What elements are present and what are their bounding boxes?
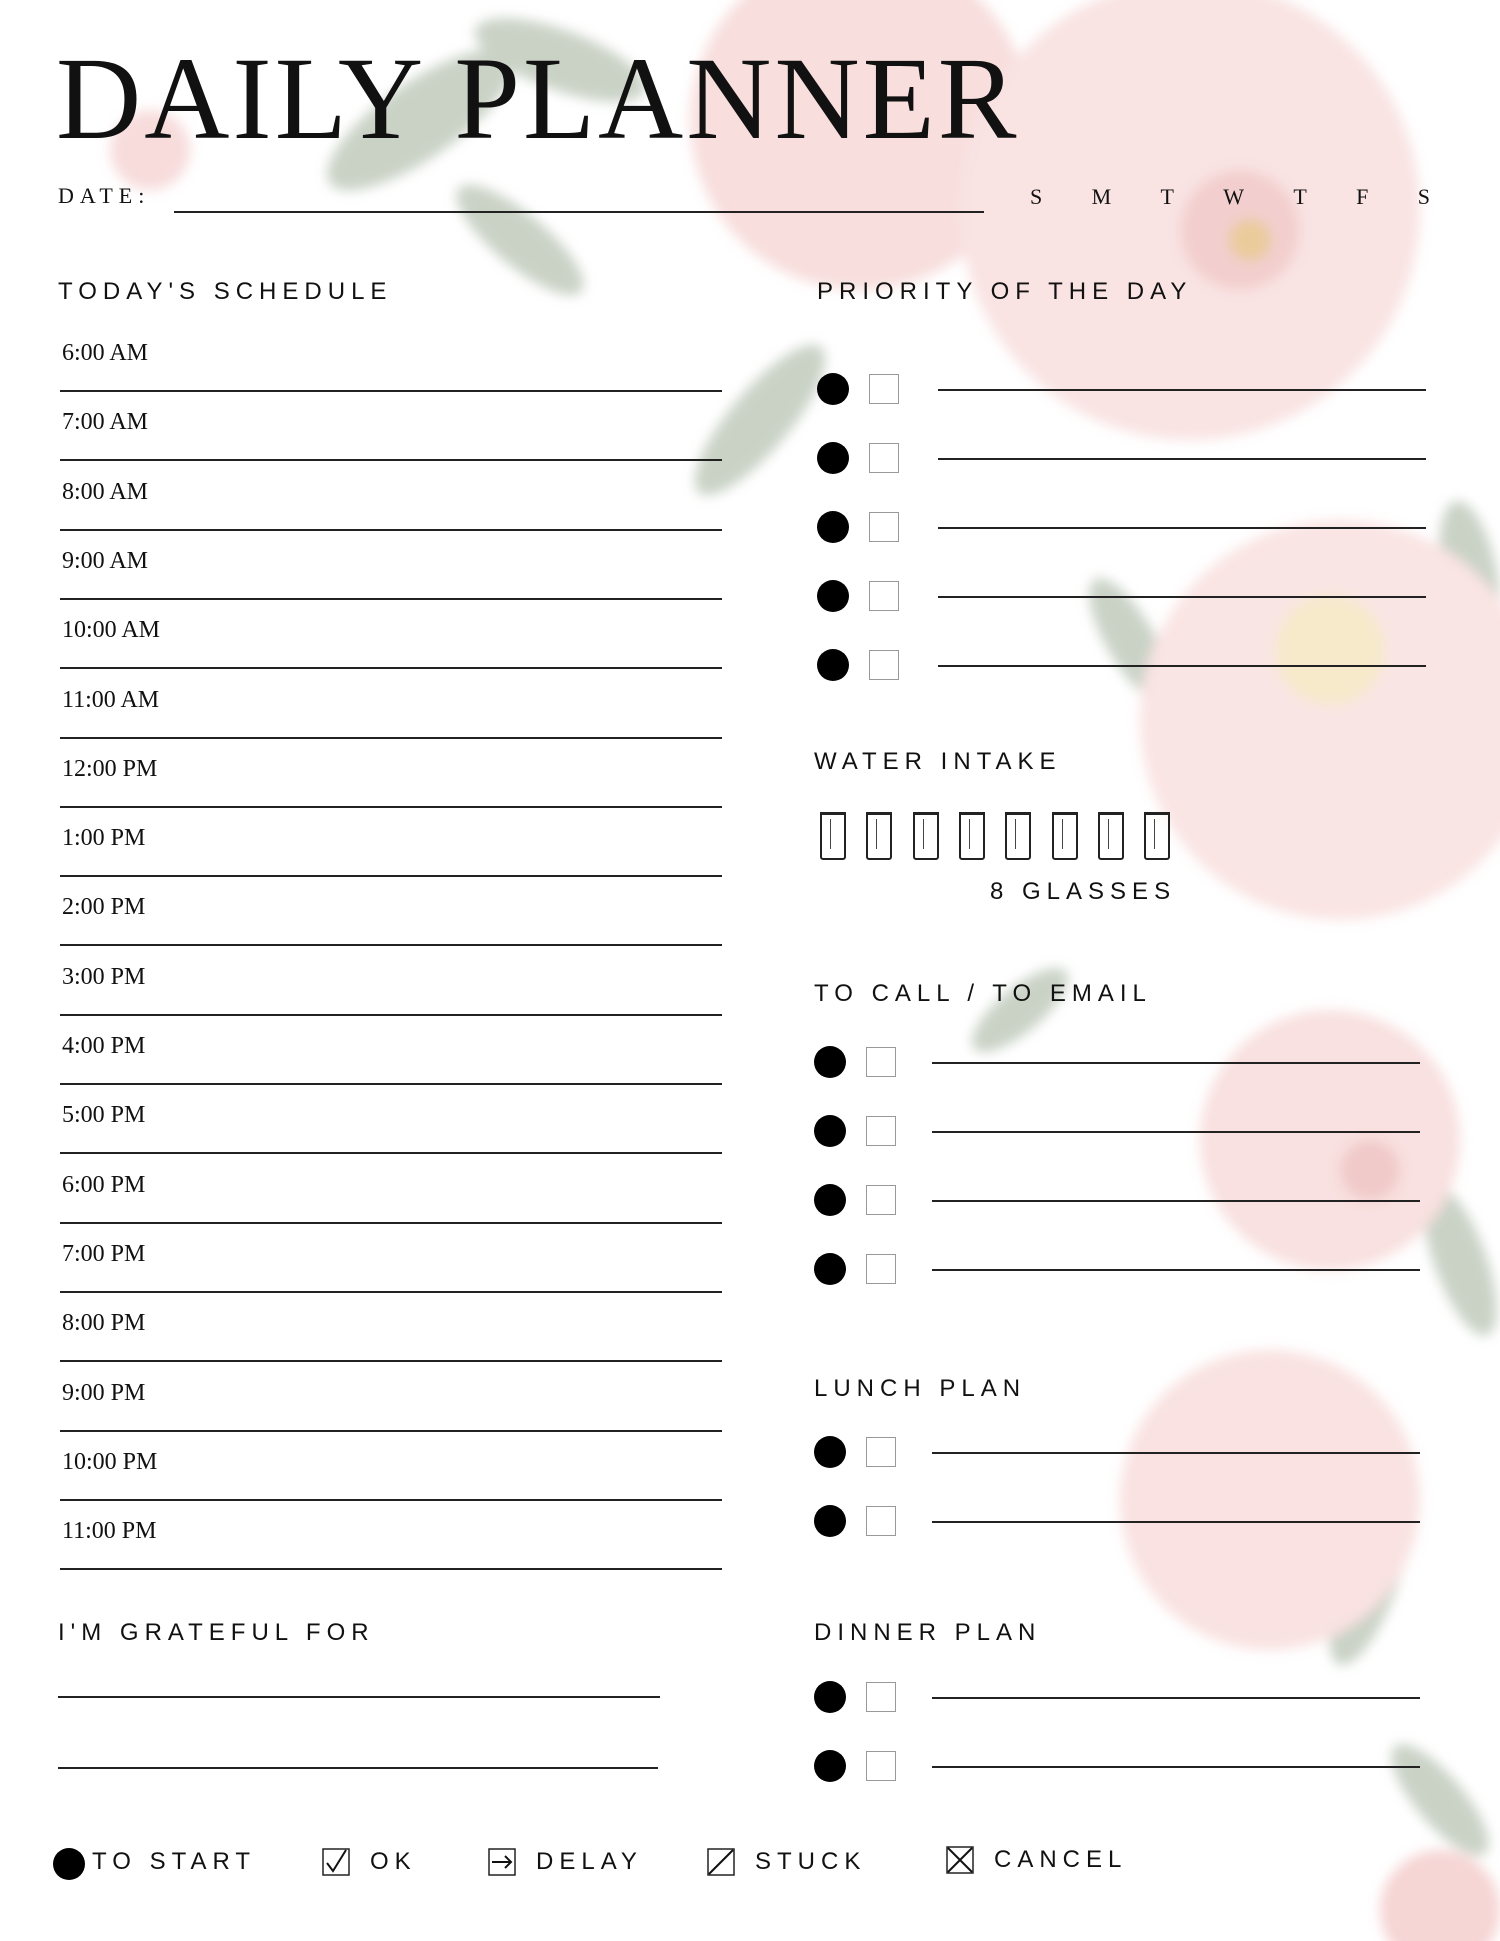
grateful-line[interactable] — [58, 1767, 658, 1769]
water-glass-icon[interactable] — [959, 812, 985, 860]
priority-entry-line[interactable] — [938, 458, 1426, 460]
lunch-bullet-dot-icon — [814, 1505, 846, 1537]
calls-entry-line[interactable] — [932, 1062, 1420, 1064]
schedule-entry-line[interactable] — [60, 1568, 722, 1570]
dinner-entry-line[interactable] — [932, 1766, 1420, 1768]
schedule-time-label: 9:00 AM — [62, 547, 149, 574]
priority-entry-line[interactable] — [938, 389, 1426, 391]
schedule-heading: TODAY'S SCHEDULE — [58, 278, 393, 305]
priority-bullet-dot-icon — [817, 649, 849, 681]
schedule-time-label: 3:00 PM — [62, 963, 146, 990]
schedule-time-label: 9:00 PM — [62, 1379, 146, 1406]
schedule-time-label: 4:00 PM — [62, 1033, 146, 1059]
schedule-time-label: 8:00 AM — [62, 478, 149, 505]
water-glass-icon[interactable] — [866, 812, 892, 860]
priority-bullet-dot-icon — [817, 442, 849, 474]
priority-bullet-dot-icon — [817, 580, 849, 612]
schedule-entry-line[interactable] — [60, 390, 722, 392]
schedule-entry-line[interactable] — [60, 1083, 722, 1085]
calls-bullet-dot-icon — [814, 1115, 846, 1147]
water-heading: WATER INTAKE — [814, 748, 1062, 775]
cancel-x-icon — [946, 1846, 974, 1874]
calls-checkbox[interactable] — [866, 1254, 896, 1284]
schedule-time-label: 10:00 AM — [62, 617, 161, 644]
priority-checkbox[interactable] — [869, 374, 899, 404]
schedule-entry-line[interactable] — [60, 806, 722, 808]
schedule-time-label: 1:00 PM — [62, 825, 146, 852]
priority-checkbox[interactable] — [869, 650, 899, 680]
schedule-entry-line[interactable] — [60, 1014, 722, 1016]
schedule-entry-line[interactable] — [60, 944, 722, 946]
schedule-entry-line[interactable] — [60, 1430, 722, 1432]
priority-entry-line[interactable] — [938, 665, 1426, 667]
page-title: DAILY PLANNER — [56, 33, 1020, 164]
date-label: DATE: — [58, 183, 151, 208]
weekday-monday[interactable]: M — [1091, 184, 1112, 209]
water-glass-icon[interactable] — [1144, 812, 1170, 860]
schedule-entry-line[interactable] — [60, 1222, 722, 1224]
priority-checkbox[interactable] — [869, 443, 899, 473]
schedule-entry-line[interactable] — [60, 1499, 722, 1501]
legend-delay: DELAY — [536, 1848, 643, 1875]
priority-checkbox[interactable] — [869, 512, 899, 542]
water-glass-icon[interactable] — [1052, 812, 1078, 860]
lunch-entry-line[interactable] — [932, 1521, 1420, 1523]
date-field-line[interactable] — [174, 211, 984, 213]
lunch-heading: LUNCH PLAN — [814, 1375, 1027, 1402]
lunch-bullet-dot-icon — [814, 1436, 846, 1468]
weekday-tuesday[interactable]: T — [1160, 184, 1174, 209]
weekday-thursday[interactable]: T — [1293, 184, 1307, 209]
schedule-time-label: 12:00 PM — [62, 755, 158, 782]
to-start-dot-icon — [53, 1848, 85, 1880]
calls-checkbox[interactable] — [866, 1047, 896, 1077]
dinner-checkbox[interactable] — [866, 1751, 896, 1781]
schedule-entry-line[interactable] — [60, 1360, 722, 1362]
grateful-line[interactable] — [58, 1696, 660, 1698]
dinner-entry-line[interactable] — [932, 1697, 1420, 1699]
schedule-entry-line[interactable] — [60, 598, 722, 600]
calls-entry-line[interactable] — [932, 1269, 1420, 1271]
schedule-time-label: 11:00 AM — [62, 686, 160, 713]
water-caption: 8 GLASSES — [990, 878, 1177, 905]
calls-checkbox[interactable] — [866, 1185, 896, 1215]
calls-heading: TO CALL / TO EMAIL — [814, 980, 1152, 1007]
schedule-entry-line[interactable] — [60, 667, 722, 669]
lunch-entry-line[interactable] — [932, 1452, 1420, 1454]
calls-bullet-dot-icon — [814, 1253, 846, 1285]
schedule-time-label: 6:00 AM — [62, 340, 149, 366]
stuck-slash-icon — [707, 1848, 735, 1876]
schedule-time-label: 5:00 PM — [62, 1102, 146, 1129]
schedule-entry-line[interactable] — [60, 459, 722, 461]
priority-checkbox[interactable] — [869, 581, 899, 611]
schedule-entry-line[interactable] — [60, 1291, 722, 1293]
schedule-time-label: 7:00 AM — [62, 409, 149, 436]
water-glass-icon[interactable] — [913, 812, 939, 860]
weekday-wednesday[interactable]: W — [1223, 184, 1245, 209]
grateful-heading: I'M GRATEFUL FOR — [58, 1619, 375, 1646]
calls-checkbox[interactable] — [866, 1116, 896, 1146]
schedule-entry-line[interactable] — [60, 529, 722, 531]
calls-bullet-dot-icon — [814, 1184, 846, 1216]
schedule-time-label: 7:00 PM — [62, 1240, 146, 1267]
dinner-bullet-dot-icon — [814, 1750, 846, 1782]
ok-check-icon — [322, 1848, 350, 1876]
priority-entry-line[interactable] — [938, 596, 1426, 598]
priority-bullet-dot-icon — [817, 511, 849, 543]
water-glass-icon[interactable] — [1005, 812, 1031, 860]
calls-entry-line[interactable] — [932, 1131, 1420, 1133]
delay-arrow-icon — [488, 1848, 516, 1876]
schedule-time-label: 6:00 PM — [62, 1171, 146, 1198]
priority-entry-line[interactable] — [938, 527, 1426, 529]
lunch-checkbox[interactable] — [866, 1506, 896, 1536]
schedule-time-label: 10:00 PM — [62, 1448, 158, 1475]
weekday-friday[interactable]: F — [1356, 184, 1369, 209]
water-glass-icon[interactable] — [1098, 812, 1124, 860]
weekday-selector — [1030, 184, 1430, 210]
schedule-time-label: 2:00 PM — [62, 894, 146, 921]
legend-to-start: TO START — [92, 1848, 257, 1875]
dinner-bullet-dot-icon — [814, 1681, 846, 1713]
priority-bullet-dot-icon — [817, 373, 849, 405]
schedule-entry-line[interactable] — [60, 737, 722, 739]
legend-stuck: STUCK — [755, 1848, 867, 1875]
weekday-saturday[interactable]: S — [1417, 184, 1430, 209]
lunch-checkbox[interactable] — [866, 1437, 896, 1467]
legend-cancel: CANCEL — [994, 1846, 1128, 1873]
weekday-sunday[interactable]: S — [1030, 184, 1043, 209]
legend-ok: OK — [370, 1848, 417, 1875]
dinner-checkbox[interactable] — [866, 1682, 896, 1712]
schedule-time-label: 11:00 PM — [62, 1518, 157, 1545]
priority-heading: PRIORITY OF THE DAY — [817, 278, 1193, 305]
schedule-entry-line[interactable] — [60, 1152, 722, 1154]
dinner-heading: DINNER PLAN — [814, 1619, 1042, 1646]
schedule-time-label: 8:00 PM — [62, 1310, 146, 1337]
calls-bullet-dot-icon — [814, 1046, 846, 1078]
calls-entry-line[interactable] — [932, 1200, 1420, 1202]
water-glass-icon[interactable] — [820, 812, 846, 860]
schedule-entry-line[interactable] — [60, 875, 722, 877]
